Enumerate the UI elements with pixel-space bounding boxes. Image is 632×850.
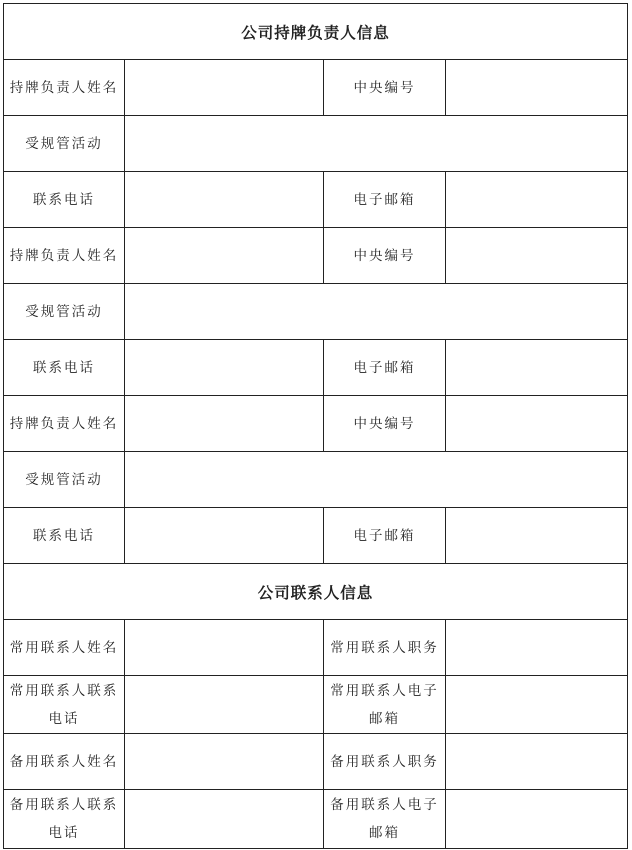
- field-label: 备用联系人电子邮箱: [324, 790, 446, 848]
- section-header: [3, 3, 628, 59]
- value-field[interactable]: [125, 620, 324, 675]
- value-field[interactable]: [125, 452, 627, 507]
- value-field[interactable]: [125, 508, 324, 563]
- field-label: 联系电话: [4, 508, 125, 563]
- table-row: [3, 619, 628, 675]
- section-title: 公司联系人信息: [257, 583, 374, 602]
- value-field[interactable]: [446, 790, 627, 848]
- table-row: [3, 339, 628, 395]
- value-field[interactable]: [446, 396, 627, 451]
- field-label: 受规管活动: [4, 452, 125, 507]
- value-field[interactable]: [125, 790, 324, 848]
- table-row: [3, 227, 628, 283]
- table-row: [3, 789, 628, 848]
- field-label: 持牌负责人姓名: [4, 60, 125, 115]
- table-row: [3, 59, 628, 115]
- table-row: [3, 283, 628, 339]
- table-row: [3, 451, 628, 507]
- field-label: 常用联系人职务: [324, 620, 446, 675]
- value-field[interactable]: [125, 676, 324, 733]
- section-header: [3, 563, 628, 619]
- table-row: [3, 507, 628, 563]
- value-field[interactable]: [446, 676, 627, 733]
- field-label: 联系电话: [4, 172, 125, 227]
- field-label: 电子邮箱: [324, 508, 446, 563]
- field-label: 持牌负责人姓名: [4, 396, 125, 451]
- value-field[interactable]: [446, 340, 627, 395]
- field-label: 常用联系人联系电话: [4, 676, 125, 733]
- value-field[interactable]: [446, 172, 627, 227]
- value-field[interactable]: [125, 284, 627, 339]
- table-bottom-border: [3, 848, 628, 849]
- value-field[interactable]: [125, 116, 627, 171]
- field-label: 备用联系人联系电话: [4, 790, 125, 848]
- table-row: [3, 395, 628, 451]
- field-label: 电子邮箱: [324, 340, 446, 395]
- value-field[interactable]: [446, 228, 627, 283]
- field-label: 持牌负责人姓名: [4, 228, 125, 283]
- field-label: 备用联系人姓名: [4, 734, 125, 789]
- table-row: [3, 675, 628, 733]
- field-label: 常用联系人电子邮箱: [324, 676, 446, 733]
- value-field[interactable]: [446, 508, 627, 563]
- table-row: [3, 171, 628, 227]
- value-field[interactable]: [446, 60, 627, 115]
- value-field[interactable]: [125, 60, 324, 115]
- field-label: 电子邮箱: [324, 172, 446, 227]
- field-label: 中央编号: [324, 60, 446, 115]
- value-field[interactable]: [446, 734, 627, 789]
- value-field[interactable]: [125, 228, 324, 283]
- field-label: 联系电话: [4, 340, 125, 395]
- value-field[interactable]: [446, 620, 627, 675]
- value-field[interactable]: [125, 172, 324, 227]
- value-field[interactable]: [125, 396, 324, 451]
- field-label: 受规管活动: [4, 116, 125, 171]
- field-label: 中央编号: [324, 228, 446, 283]
- section-title: 公司持牌负责人信息: [241, 23, 390, 42]
- field-label: 中央编号: [324, 396, 446, 451]
- field-label: 备用联系人职务: [324, 734, 446, 789]
- value-field[interactable]: [125, 734, 324, 789]
- table-row: [3, 733, 628, 789]
- field-label: 常用联系人姓名: [4, 620, 125, 675]
- value-field[interactable]: [125, 340, 324, 395]
- table-row: [3, 115, 628, 171]
- field-label: 受规管活动: [4, 284, 125, 339]
